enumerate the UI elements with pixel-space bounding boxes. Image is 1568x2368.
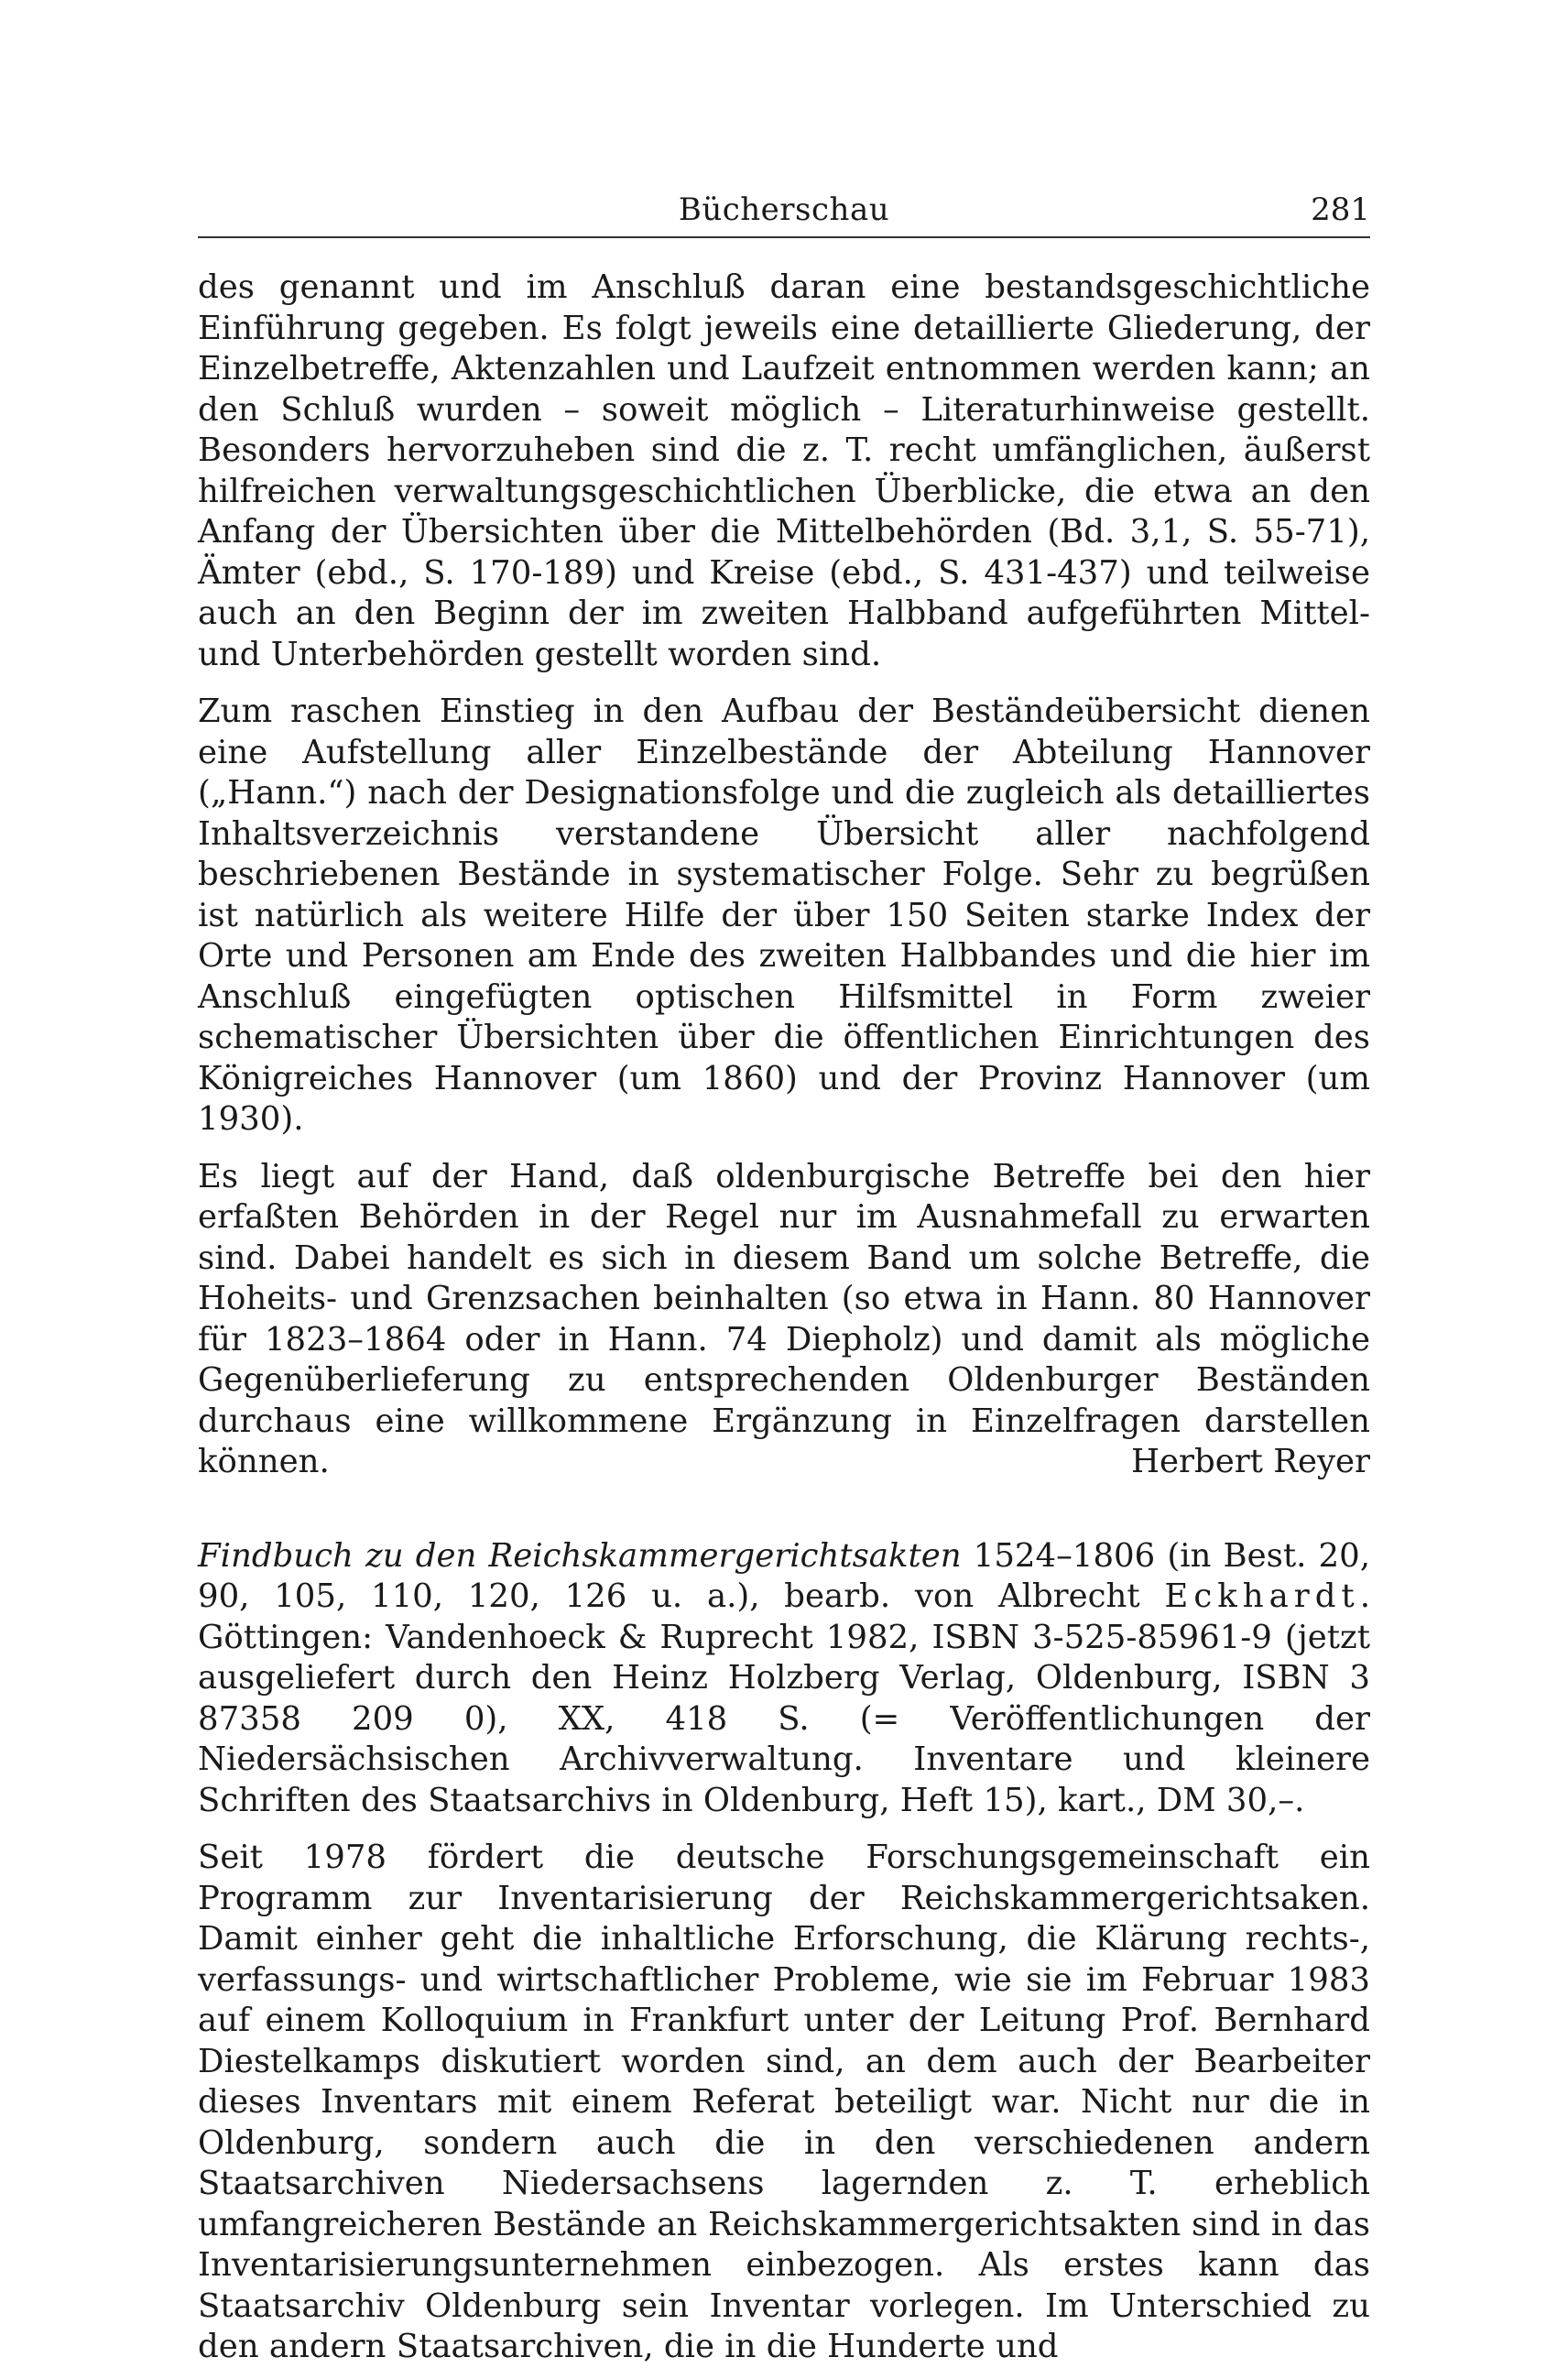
bibliographic-entry: [198, 1536, 1370, 1822]
bibliographic-details-b: . Göttingen: Vandenhoeck & Ruprecht 1982, ISBN 3-525-85961-9 (jetzt ausgeliefert durch den Heinz Holzberg Verlag, Oldenburg, ISBN 3 87358 209 0), XX, 418 S. (= Veröffentlichungen der Niedersächsischen Archivverwaltung. Inventare und kleinere Schriften des Staatsarchivs in Oldenburg, Heft 15), kart., DM 30,–.: [198, 1577, 1370, 1819]
running-title: Bücherschau: [678, 191, 890, 228]
bibliographic-details-a: 1524–1806 (in Best. 20, 90, 105, 110, 120, 126 u. a.), bearb. von Albrecht: [198, 1536, 1371, 1615]
review1-paragraph-3-text: Es liegt auf der Hand, daß oldenburgische Betreffe bei den hier erfaßten Behörden in der Regel nur im Ausnahmefall zu erwarten sind. Dabei handelt es sich in diesem Band um solche Betreffe, die Hoheits- und Grenzsachen beinhalten (so etwa in Hann. 80 Hannover für 1823–1864 oder in Hann. 74 Diepholz) und damit als mögliche Gegenüberlieferung zu entsprechenden Oldenburger Beständen durchaus eine willkommene Ergänzung in Einzelfragen darstellen können.: [198, 1157, 1370, 1480]
review2-paragraph-1: Seit 1978 fördert die deutsche Forschungsgemeinschaft ein Programm zur Inventarisierung der Reichskammergerichtsaken. Damit einher geht die inhaltliche Erforschung, die Klärung rechts-, verfassungs- und wirtschaftlicher Probleme, wie sie im Februar 1983 auf einem Kolloquium in Frankfurt unter der Leitung Prof. Bernhard Diestelkamps diskutiert worden sind, an dem auch der Bearbeiter dieses Inventars mit einem Referat beteiligt war. Nicht nur die in Oldenburg, sondern auch die in den verschiedenen andern Staatsarchiven Niedersachsens lagernden z. T. erheblich umfangreicheren Bestände an Reichskammergerichtsakten sind in das Inventarisierungsunternehmen einbezogen. Als erstes kann das Staatsarchiv Oldenburg sein Inventar vorlegen. Im Unterschied zu den andern Staatsarchiven, die in die Hunderte und: [198, 1839, 1370, 2365]
review1-paragraph-2: Zum raschen Einstieg in den Aufbau der Beständeübersicht dienen eine Aufstellung aller Einzelbestände der Abteilung Hannover („Hann.“) nach der Designationsfolge und die zugleich als detailliertes Inhaltsverzeichnis verstandene Übersicht aller nachfolgend beschriebenen Bestände in systematischer Folge. Sehr zu begrüßen ist natürlich als weitere Hilfe der über 150 Seiten starke Index der Orte und Personen am Ende des zweiten Halbbandes und die hier im Anschluß eingefügten optischen Hilfsmittel in Form zweier schematischer Übersichten über die öffentlichen Einrichtungen des Königreiches Hannover (um 1860) und der Provinz Hannover (um 1930).: [198, 693, 1370, 1138]
page-body: [198, 267, 1370, 2368]
book-title: Findbuch zu den Reichskammergerichtsakten: [198, 1536, 962, 1575]
header-rule: [198, 236, 1370, 238]
reviewer-signature: Herbert Reyer: [1131, 1443, 1370, 1480]
review1-paragraph-1: des genannt und im Anschluß daran eine bestandsgeschichtliche Einführung gegeben. Es folgt jeweils eine detaillierte Gliederung, der Einzelbetreffe, Aktenzahlen und Laufzeit entnommen werden kann; an den Schluß wurden – soweit möglich – Literaturhinweise gestellt. Besonders hervorzuheben sind die z. T. recht umfänglichen, äußerst hilfreichen verwaltungsgeschichtlichen Überblicke, die etwa an den Anfang der Übersichten über die Mittelbehörden (Bd. 3,1, S. 55-71), Ämter (ebd., S. 170-189) und Kreise (ebd., S. 431-437) und teilweise auch an den Beginn der im zweiten Halbband aufgeführten Mittel- und Unterbehörden gestellt worden sind.: [198, 268, 1370, 673]
page-number: 281: [1311, 191, 1370, 228]
page-header: [198, 188, 1370, 232]
book-author-surname: Eckhardt: [1164, 1577, 1360, 1615]
review1-paragraph-3: [198, 1157, 1370, 1483]
